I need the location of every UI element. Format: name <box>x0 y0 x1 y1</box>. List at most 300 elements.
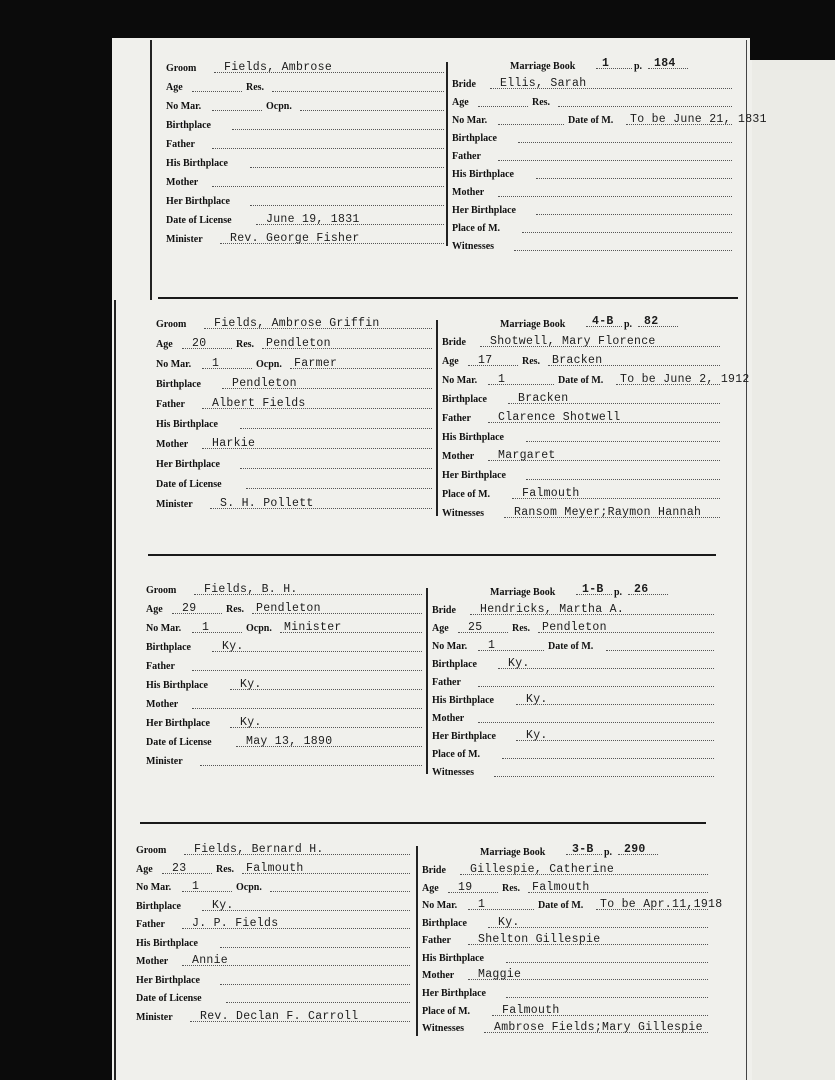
bride-birthplace-label: Birthplace <box>422 917 467 929</box>
bride-birthplace-label: Birthplace <box>452 133 497 145</box>
groom-mother-label: Mother <box>156 439 189 450</box>
groom-his-birthplace-line <box>250 167 444 168</box>
groom-ocpn-line <box>300 110 444 111</box>
groom-name-value: Fields, Ambrose Griffin <box>214 317 380 330</box>
groom-ocpn-value: Farmer <box>294 357 338 370</box>
bride-date-of-m-value: To be June 21, 1831 <box>630 113 767 127</box>
groom-res-label: Res. <box>246 82 265 93</box>
groom-ocpn-line <box>270 891 410 892</box>
groom-groom-label: Groom <box>146 585 177 596</box>
bride-bride-label: Bride <box>422 865 446 876</box>
marriage-book-label: Marriage Book <box>510 61 576 72</box>
bride-no-mar-value: 1 <box>488 639 496 653</box>
groom-res-label: Res. <box>216 863 235 875</box>
adjacent-page-edge <box>752 58 835 1080</box>
bride-father-label: Father <box>432 677 461 689</box>
bride-witnesses-row <box>432 762 714 780</box>
groom-date-of-license-label: Date of License <box>166 215 232 226</box>
groom-minister-value: Rev. George Fisher <box>230 232 360 245</box>
bride-place-of-m-label: Place of M. <box>432 749 481 761</box>
marriage-book-heading <box>490 582 714 598</box>
bride-birthplace-value: Ky. <box>498 915 520 929</box>
groom-father-row <box>136 914 410 932</box>
marriage-book-label: Marriage Book <box>490 587 556 598</box>
bride-place-of-m-label: Place of M. <box>422 1005 471 1017</box>
groom-her-birthplace-row <box>146 713 422 731</box>
bride-bride-row <box>422 860 708 878</box>
bride-place-of-m-label: Place of M. <box>452 223 501 235</box>
bride-her-birthplace-value: Ky. <box>526 729 548 743</box>
groom-minister-label: Minister <box>156 499 193 510</box>
bride-mother-label: Mother <box>432 713 465 725</box>
bride-birthplace-row <box>452 128 732 146</box>
groom-his-birthplace-row <box>136 933 410 951</box>
groom-ocpn-label: Ocpn. <box>256 359 282 370</box>
bride-birthplace-value: Bracken <box>518 392 569 405</box>
groom-groom-row <box>146 580 422 598</box>
bride-no-mar-label: No Mar. <box>452 115 488 127</box>
bride-place-of-m-line <box>502 758 714 759</box>
groom-minister-row <box>156 494 432 512</box>
marriage-book-heading <box>480 842 708 858</box>
bride-birthplace-line <box>488 927 708 928</box>
groom-mother-line <box>192 708 422 709</box>
bride-age-value: 19 <box>458 880 473 894</box>
groom-her-birthplace-label: Her Birthplace <box>156 459 220 470</box>
bride-witnesses-label: Witnesses <box>422 1023 465 1035</box>
groom-his-birthplace-line <box>220 947 410 948</box>
groom-res-value: Falmouth <box>246 861 304 875</box>
bride-father-row <box>452 146 732 164</box>
bride-his-birthplace-label: His Birthplace <box>452 169 514 181</box>
bride-bride-row <box>432 600 714 618</box>
groom-ocpn-value: Minister <box>284 621 342 634</box>
bride-age-value: 17 <box>478 354 493 367</box>
bride-father-label: Father <box>442 413 471 424</box>
bride-date-of-m-label: Date of M. <box>538 900 584 912</box>
groom-date-of-license-line <box>226 1002 410 1003</box>
bride-her-birthplace-row <box>452 200 732 218</box>
groom-minister-label: Minister <box>146 756 183 767</box>
bride-her-birthplace-line <box>526 479 720 480</box>
groom-age-row <box>136 859 410 877</box>
bride-witnesses-row <box>452 236 732 254</box>
groom-date-of-license-value: June 19, 1831 <box>266 213 360 226</box>
groom-father-label: Father <box>136 919 165 930</box>
bride-age-row <box>422 878 708 896</box>
bride-his-birthplace-row <box>442 427 720 445</box>
bride-age-value: 25 <box>468 621 483 635</box>
groom-mother-row <box>166 172 444 190</box>
groom-date-of-license-label: Date of License <box>136 993 202 1004</box>
bride-age-label: Age <box>432 623 449 635</box>
bride-name-value: Shotwell, Mary Florence <box>490 335 656 348</box>
bride-birthplace-row <box>422 913 708 931</box>
groom-ocpn-label: Ocpn. <box>236 882 262 893</box>
groom-his-birthplace-value: Ky. <box>240 678 262 691</box>
bride-bride-label: Bride <box>432 605 456 616</box>
groom-birthplace-label: Birthplace <box>136 900 181 912</box>
groom-date-of-license-line <box>246 488 432 489</box>
bride-place-of-m-label: Place of M. <box>442 489 491 500</box>
page-number: 82 <box>644 315 659 328</box>
groom-her-birthplace-line <box>240 468 432 469</box>
section-separator <box>426 588 428 774</box>
bride-witnesses-row <box>442 503 720 521</box>
bride-place-of-m-row <box>452 218 732 236</box>
card-divider <box>158 297 738 299</box>
groom-no-mar-row <box>146 618 422 636</box>
bride-his-birthplace-line <box>506 962 708 963</box>
section-separator <box>446 62 448 246</box>
groom-birthplace-row <box>156 374 432 392</box>
groom-name-value: Fields, Ambrose <box>224 61 333 74</box>
bride-place-of-m-line <box>522 232 732 233</box>
bride-no-mar-value: 1 <box>478 898 486 912</box>
groom-no-mar-value: 1 <box>212 357 220 370</box>
groom-her-birthplace-label: Her Birthplace <box>136 974 200 986</box>
groom-birthplace-line <box>232 129 444 130</box>
bride-birthplace-value: Ky. <box>508 657 530 671</box>
bride-his-birthplace-row <box>452 164 732 182</box>
bride-birthplace-row <box>442 389 720 407</box>
bride-res-label: Res. <box>512 623 531 635</box>
bride-no-mar-line <box>498 124 564 125</box>
groom-res-label: Res. <box>226 604 245 615</box>
groom-mother-row <box>146 694 422 712</box>
groom-father-row <box>146 656 422 674</box>
page-label: p. <box>634 61 643 72</box>
bride-witnesses-line <box>514 250 732 251</box>
groom-mother-value: Harkie <box>212 437 256 450</box>
bride-bride-row <box>442 332 720 350</box>
bride-father-value: Clarence Shotwell <box>498 411 621 424</box>
groom-mother-row <box>136 951 410 969</box>
groom-groom-row <box>166 58 444 76</box>
groom-father-row <box>166 134 444 152</box>
groom-birthplace-row <box>146 637 422 655</box>
groom-no-mar-value: 1 <box>192 880 200 893</box>
groom-mother-label: Mother <box>136 956 169 967</box>
bride-age-label: Age <box>442 356 459 367</box>
bride-birthplace-line <box>518 142 732 143</box>
groom-no-mar-line <box>212 110 262 111</box>
groom-groom-label: Groom <box>156 319 187 330</box>
groom-name-value: Fields, Bernard H. <box>194 843 324 856</box>
bride-witnesses-label: Witnesses <box>432 767 475 779</box>
groom-no-mar-label: No Mar. <box>146 623 182 634</box>
groom-her-birthplace-row <box>136 970 410 988</box>
groom-age-row <box>166 77 444 95</box>
groom-birthplace-label: Birthplace <box>166 120 211 131</box>
groom-no-mar-row <box>156 354 432 372</box>
bride-his-birthplace-row <box>422 948 708 966</box>
groom-her-birthplace-row <box>156 454 432 472</box>
bride-no-mar-row <box>432 636 714 654</box>
groom-minister-label: Minister <box>136 1011 173 1023</box>
bride-father-row <box>442 408 720 426</box>
bride-no-mar-label: No Mar. <box>442 375 478 386</box>
groom-no-mar-label: No Mar. <box>156 359 192 370</box>
groom-age-line <box>182 348 232 349</box>
page-number: 184 <box>654 57 676 70</box>
groom-mother-label: Mother <box>166 177 199 188</box>
groom-her-birthplace-value: Ky. <box>240 716 262 729</box>
bride-place-of-m-row <box>422 1001 708 1019</box>
bride-mother-line <box>478 722 714 723</box>
bride-her-birthplace-label: Her Birthplace <box>452 205 516 217</box>
bride-age-row <box>452 92 732 110</box>
groom-mother-label: Mother <box>146 699 179 710</box>
bride-mother-value: Maggie <box>478 968 522 982</box>
page-margin-line <box>746 40 747 1080</box>
bride-her-birthplace-line <box>536 214 732 215</box>
bride-mother-row <box>452 182 732 200</box>
groom-age-label: Age <box>146 604 163 615</box>
bride-place-of-m-value: Falmouth <box>522 487 580 500</box>
groom-her-birthplace-label: Her Birthplace <box>166 196 230 207</box>
groom-minister-value: S. H. Pollett <box>220 497 314 510</box>
groom-age-line <box>172 613 222 614</box>
bride-his-birthplace-line <box>526 441 720 442</box>
card-divider <box>148 554 716 556</box>
groom-groom-row <box>156 314 432 332</box>
groom-father-value: J. P. Fields <box>192 917 279 930</box>
bride-res-label: Res. <box>502 882 521 894</box>
bride-age-line <box>478 106 528 107</box>
bride-father-row <box>432 672 714 690</box>
groom-ocpn-label: Ocpn. <box>266 101 292 112</box>
groom-his-birthplace-line <box>240 428 432 429</box>
bride-witnesses-value: Ambrose Fields;Mary Gillespie <box>494 1021 703 1035</box>
groom-age-label: Age <box>156 339 173 350</box>
groom-birthplace-value: Pendleton <box>232 377 297 390</box>
groom-date-of-license-label: Date of License <box>156 479 222 490</box>
bride-witnesses-value: Ransom Meyer;Raymon Hannah <box>514 506 702 519</box>
bride-bride-label: Bride <box>442 337 466 348</box>
bride-res-value: Bracken <box>552 354 603 367</box>
groom-no-mar-label: No Mar. <box>166 101 202 112</box>
bride-age-line <box>458 632 508 633</box>
bride-father-line <box>478 686 714 687</box>
bride-place-of-m-row <box>432 744 714 762</box>
bride-name-value: Ellis, Sarah <box>500 77 587 90</box>
groom-birthplace-label: Birthplace <box>156 379 201 390</box>
groom-birthplace-label: Birthplace <box>146 642 191 653</box>
bride-mother-label: Mother <box>442 451 475 462</box>
bride-name-value: Gillespie, Catherine <box>470 863 615 876</box>
groom-no-mar-line <box>192 632 242 633</box>
groom-his-birthplace-row <box>146 675 422 693</box>
bride-age-label: Age <box>452 97 469 109</box>
groom-no-mar-label: No Mar. <box>136 882 172 893</box>
groom-her-birthplace-line <box>220 984 410 985</box>
bride-res-label: Res. <box>522 356 541 367</box>
groom-date-of-license-row <box>156 474 432 492</box>
groom-minister-row <box>146 751 422 769</box>
bride-no-mar-row <box>422 895 723 913</box>
groom-res-label: Res. <box>236 339 255 350</box>
bride-no-mar-row <box>452 110 767 128</box>
bride-mother-row <box>422 965 708 983</box>
bride-witnesses-row <box>422 1018 708 1036</box>
groom-age-label: Age <box>136 863 153 875</box>
bride-date-of-m-value: To be Apr.11,1918 <box>600 898 723 912</box>
groom-res-value: Pendleton <box>256 602 321 615</box>
groom-minister-line <box>200 765 422 766</box>
bride-no-mar-label: No Mar. <box>432 641 468 653</box>
groom-no-mar-value: 1 <box>202 621 210 634</box>
groom-no-mar-row <box>166 96 444 114</box>
section-separator <box>416 846 418 1036</box>
groom-age-label: Age <box>166 82 183 93</box>
groom-her-birthplace-row <box>166 191 444 209</box>
groom-groom-row <box>136 840 410 858</box>
bride-his-birthplace-label: His Birthplace <box>442 432 504 443</box>
groom-birthplace-row <box>136 896 410 914</box>
bride-her-birthplace-row <box>432 726 714 744</box>
groom-birthplace-value: Ky. <box>212 898 234 912</box>
bride-her-birthplace-label: Her Birthplace <box>442 470 506 481</box>
page-margin-line <box>150 40 152 300</box>
groom-father-line <box>192 670 422 671</box>
bride-age-label: Age <box>422 882 439 894</box>
groom-father-label: Father <box>156 399 185 410</box>
bride-his-birthplace-row <box>432 690 714 708</box>
bride-res-line <box>558 106 732 107</box>
marriage-book-heading <box>510 56 732 72</box>
groom-father-label: Father <box>166 139 195 150</box>
groom-mother-line <box>212 186 444 187</box>
groom-groom-label: Groom <box>166 63 197 74</box>
bride-age-row <box>442 351 720 369</box>
marriage-book-number: 1 <box>602 57 610 70</box>
bride-his-birthplace-label: His Birthplace <box>422 952 484 964</box>
card-divider <box>140 822 706 824</box>
bride-father-row <box>422 930 708 948</box>
groom-date-of-license-label: Date of License <box>146 737 212 748</box>
bride-mother-row <box>442 446 720 464</box>
bride-his-birthplace-line <box>536 178 732 179</box>
page-margin-line <box>114 300 116 1080</box>
groom-minister-row <box>166 229 444 247</box>
bride-mother-value: Margaret <box>498 449 556 462</box>
marriage-book-label: Marriage Book <box>480 847 546 858</box>
bride-father-line <box>498 160 732 161</box>
bride-birthplace-line <box>498 668 714 669</box>
groom-birthplace-row <box>166 115 444 133</box>
marriage-book-number: 3-B <box>572 843 594 856</box>
page-label: p. <box>614 587 623 598</box>
groom-ocpn-label: Ocpn. <box>246 623 272 634</box>
groom-birthplace-value: Ky. <box>222 640 244 653</box>
bride-father-label: Father <box>452 151 481 163</box>
bride-date-of-m-label: Date of M. <box>558 375 604 386</box>
scan-border <box>750 0 835 60</box>
bride-res-label: Res. <box>532 97 551 109</box>
bride-age-line <box>448 892 498 893</box>
page-number: 26 <box>634 583 649 596</box>
groom-his-birthplace-label: His Birthplace <box>146 680 208 691</box>
bride-age-line <box>468 365 518 366</box>
bride-her-birthplace-label: Her Birthplace <box>422 988 486 1000</box>
groom-father-row <box>156 394 432 412</box>
groom-date-of-license-row <box>146 732 422 750</box>
page-label: p. <box>604 847 613 858</box>
bride-witnesses-label: Witnesses <box>452 241 495 253</box>
bride-her-birthplace-row <box>442 465 720 483</box>
marriage-book-label: Marriage Book <box>500 319 566 330</box>
groom-no-mar-row <box>136 877 410 895</box>
groom-groom-label: Groom <box>136 845 167 856</box>
groom-age-line <box>162 873 212 874</box>
groom-age-row <box>156 334 432 352</box>
bride-his-birthplace-value: Ky. <box>526 693 548 707</box>
groom-age-line <box>192 91 242 92</box>
bride-date-of-m-value: To be June 2, 1912 <box>620 373 750 386</box>
groom-name-value: Fields, B. H. <box>204 583 298 596</box>
bride-place-of-m-value: Falmouth <box>502 1003 560 1017</box>
groom-minister-value: Rev. Declan F. Carroll <box>200 1009 359 1023</box>
bride-her-birthplace-line <box>506 997 708 998</box>
groom-res-line <box>272 91 444 92</box>
bride-no-mar-row <box>442 370 750 388</box>
groom-date-of-license-value: May 13, 1890 <box>246 735 333 748</box>
groom-father-value: Albert Fields <box>212 397 306 410</box>
bride-mother-line <box>498 196 732 197</box>
groom-her-birthplace-line <box>250 205 444 206</box>
groom-minister-row <box>136 1007 410 1025</box>
bride-her-birthplace-label: Her Birthplace <box>432 731 496 743</box>
bride-res-value: Pendleton <box>542 621 607 635</box>
groom-her-birthplace-label: Her Birthplace <box>146 718 210 729</box>
groom-age-row <box>146 599 422 617</box>
bride-bride-row <box>452 74 732 92</box>
page-label: p. <box>624 319 633 330</box>
groom-his-birthplace-row <box>166 153 444 171</box>
bride-date-of-m-line <box>606 650 714 651</box>
bride-witnesses-line <box>494 776 714 777</box>
bride-bride-label: Bride <box>452 79 476 90</box>
bride-her-birthplace-row <box>422 983 708 1001</box>
groom-no-mar-line <box>182 891 232 892</box>
groom-age-value: 23 <box>172 861 187 875</box>
groom-date-of-license-row <box>136 988 410 1006</box>
bride-his-birthplace-label: His Birthplace <box>432 695 494 707</box>
marriage-book-number: 4-B <box>592 315 614 328</box>
bride-father-label: Father <box>422 935 451 947</box>
groom-minister-label: Minister <box>166 234 203 245</box>
bride-father-value: Shelton Gillespie <box>478 933 601 947</box>
bride-no-mar-label: No Mar. <box>422 900 458 912</box>
bride-birthplace-label: Birthplace <box>442 394 487 405</box>
bride-date-of-m-label: Date of M. <box>568 115 614 127</box>
marriage-book-number: 1-B <box>582 583 604 596</box>
groom-his-birthplace-label: His Birthplace <box>136 937 198 949</box>
groom-age-value: 29 <box>182 602 197 615</box>
bride-no-mar-value: 1 <box>498 373 506 386</box>
groom-father-label: Father <box>146 661 175 672</box>
groom-date-of-license-row <box>166 210 444 228</box>
groom-his-birthplace-label: His Birthplace <box>166 158 228 169</box>
marriage-book-heading <box>500 314 720 330</box>
groom-no-mar-line <box>202 368 252 369</box>
groom-res-value: Pendleton <box>266 337 331 350</box>
groom-mother-row <box>156 434 432 452</box>
section-separator <box>436 320 438 516</box>
bride-age-row <box>432 618 714 636</box>
groom-age-value: 20 <box>192 337 207 350</box>
